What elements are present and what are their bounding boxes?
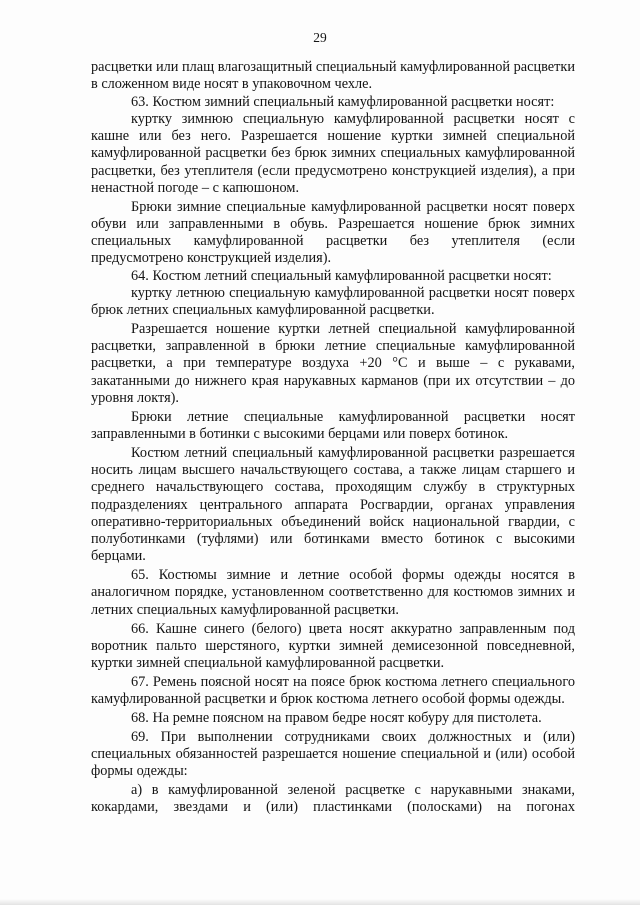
paragraph-69-a: а) в камуфлированной зеленой расцветке с нарукавными знаками, кокардами, звездами и (или) пластинками (полосками) на погонах	[91, 782, 575, 816]
document-body	[91, 59, 575, 817]
paragraph-summer-jacket: куртку летнюю специальную камуфлированной расцветки носят поверх брюк летних специальных камуфлированной расцветки.	[91, 284, 575, 319]
paragraph-65: 65. Костюмы зимние и летние особой формы одежды носятся в аналогичном порядке, установленном соответственно для костюмов зимних и летних специальных камуфлированной расцветки.	[91, 567, 575, 618]
paragraph-66: 66. Кашне синего (белого) цвета носят аккуратно заправленным под воротник пальто шерстяного, куртки зимней демисезонной повседневной, куртки зимней специальной камуфлированной расцветки.	[91, 620, 575, 672]
paragraph-67: 67. Ремень поясной носят на поясе брюк костюма летнего специального камуфлированной расцветки и брюк костюма летнего особой формы одежды.	[91, 673, 575, 708]
page-bottom-edge	[0, 899, 640, 905]
paragraph-summer-trousers: Брюки летние специальные камуфлированной расцветки носят заправленными в ботинки с высокими берцами или поверх ботинок.	[91, 408, 575, 443]
paragraph-63-heading: 63. Костюм зимний специальный камуфлированной расцветки носят:	[131, 93, 555, 110]
paragraph-69: 69. При выполнении сотрудниками своих должностных и (или) специальных обязанностей разрешается ношение специальной и (или) особой формы одежды:	[91, 728, 575, 780]
paragraph-summer-jacket-tucked: Разрешается ношение куртки летней специальной камуфлированной расцветки, заправленной в брюки летние специальные камуфлированной расцветки, а при температуре воздуха +20 °С и выше – с рукавами, закатанными до нижнего края нарукавных карманов (при их отсутствии – до уровня локтя).	[91, 320, 575, 406]
paragraph-winter-jacket: куртку зимнюю специальную камуфлированной расцветки носят с кашне или без него. Разрешается ношение куртки зимней специальной камуфлированной расцветки без брюк зимних специальных камуфлированной расцветки, без утеплителя (если предусмотрено конструкцией изделия), а при ненастной погоде – с капюшоном.	[91, 110, 575, 196]
paragraph-68: 68. На ремне поясном на правом бедре носят кобуру для пистолета.	[131, 710, 542, 726]
paragraph-summer-suit-officers: Костюм летний специальный камуфлированной расцветки разрешается носить лицам высшего начальствующего состава, а также лицам старшего и среднего начальствующего состава, проходящим службу в структурных подразделениях центрального аппарата Росгвардии, органах управления оперативно-территориальных объединений войск национальной гвардии, с полуботинками (туфлями) или ботинками вместо ботинок с высокими берцами.	[91, 444, 575, 565]
paragraph-64-heading: 64. Костюм летний специальный камуфлированной расцветки носят:	[131, 267, 552, 284]
paragraph-winter-trousers: Брюки зимние специальные камуфлированной расцветки носят поверх обуви или заправленными в обувь. Разрешается ношение брюк зимних специальных камуфлированной расцветки без утеплителя (если предусмотрено конструкцией изделия).	[91, 198, 575, 267]
page-number: 29	[313, 30, 327, 45]
paragraph-continuation: расцветки или плащ влагозащитный специальный камуфлированной расцветки в сложенном виде носят в упаковочном чехле.	[91, 59, 575, 93]
